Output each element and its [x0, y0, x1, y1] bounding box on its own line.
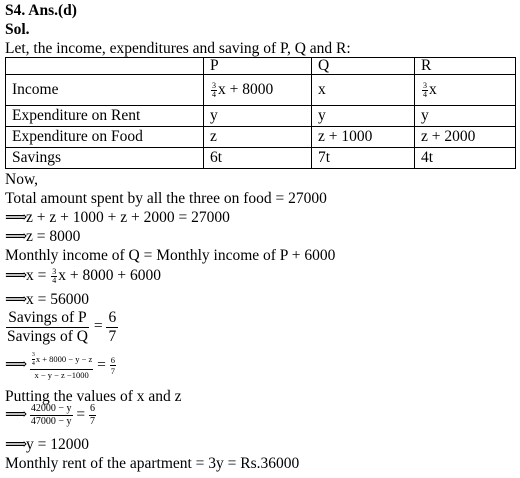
fraction: $\frac{3}{4}$ x + 8000 − y − z x − y − z −1000: [31, 352, 93, 380]
fraction: $\frac{3}{4}$: [423, 80, 427, 99]
equation-line: ⟹z = 8000: [5, 228, 81, 245]
table-header-cell: P: [204, 58, 312, 75]
equation-line: ⟹z + z + 1000 + z + 2000 = 27000: [5, 209, 230, 226]
table-header-cell: R: [415, 58, 516, 75]
intro-text: Let, the income, expenditures and saving of P, Q and R:: [5, 40, 351, 57]
table-cell: $\frac{3}{4}$ x: [415, 75, 516, 106]
now-text: Now,: [5, 171, 39, 188]
fraction: $\frac{42000 - y}{47000 - y}$: [30, 403, 72, 427]
fraction: $\frac{6}{7}$: [90, 403, 96, 427]
table-cell: Expenditure on Rent: [6, 106, 204, 127]
implies-icon: ⟹: [5, 209, 28, 226]
fraction: $\frac{3}{4}$: [212, 80, 216, 99]
table-row: [6, 127, 516, 148]
implies-icon: ⟹: [5, 267, 28, 284]
question-answer: S4. Ans.(d): [5, 2, 77, 19]
fraction: $\frac{\text{Savings of P}}{\text{Savings of Q}}$: [7, 309, 88, 345]
savings-ratio: $\frac{\text{Savings of P}}{\text{Savings of Q}}$ = $\frac{6}{7}$: [7, 309, 117, 345]
table-cell: y: [415, 106, 516, 127]
table-cell: x: [312, 75, 415, 106]
table-cell: 4t: [415, 148, 516, 169]
table-row: [6, 148, 516, 169]
table-cell: Income: [6, 75, 204, 106]
table-cell: y: [312, 106, 415, 127]
putting-values-text: Putting the values of x and z: [5, 388, 182, 405]
table-cell: y: [204, 106, 312, 127]
equation-line: ⟹x = $\frac{3}{4}$ x + 8000 + 6000: [5, 266, 161, 285]
solution-heading: Sol.: [5, 21, 30, 38]
equation-line: ⟹ $\frac{42000 - y}{47000 - y}$ = $\frac{6}{7}$: [5, 403, 96, 427]
final-answer: Monthly rent of the apartment = 3y = Rs.36000: [5, 455, 300, 472]
food-total-text: Total amount spent by all the three on food = 27000: [5, 190, 327, 207]
table-cell: z + 2000: [415, 127, 516, 148]
implies-icon: ⟹: [5, 228, 28, 245]
fraction: $\frac{6}{7}$: [110, 354, 116, 377]
income-relation-text: Monthly income of Q = Monthly income of P + 6000: [5, 247, 336, 264]
table-cell: Expenditure on Food: [6, 127, 204, 148]
table-header-cell: [6, 58, 204, 75]
implies-icon: ⟹: [5, 406, 28, 424]
table-row: [6, 75, 516, 106]
implies-icon: ⟹: [5, 356, 28, 374]
table-header-row: [6, 58, 516, 75]
table-header-cell: Q: [312, 58, 415, 75]
table-cell: z: [204, 127, 312, 148]
equation-line: ⟹x = 56000: [5, 291, 89, 308]
implies-icon: ⟹: [5, 436, 28, 453]
equation-line: ⟹ $\frac{3}{4}$ x + 8000 − y − z x − y − z −1000 = $\frac{6}{7}$: [5, 352, 116, 380]
equation-line: ⟹y = 12000: [5, 436, 89, 453]
fraction: $\frac{3}{4}$: [52, 266, 57, 285]
table-cell: Savings: [6, 148, 204, 169]
table-row: [6, 106, 516, 127]
implies-icon: ⟹: [5, 291, 28, 308]
table-cell: 6t: [204, 148, 312, 169]
fraction: $\frac{6}{7}$: [108, 309, 117, 345]
table-cell: z + 1000: [312, 127, 415, 148]
income-table: [5, 57, 516, 169]
table-cell: 7t: [312, 148, 415, 169]
table-cell: $\frac{3}{4}$ x + 8000: [204, 75, 312, 106]
